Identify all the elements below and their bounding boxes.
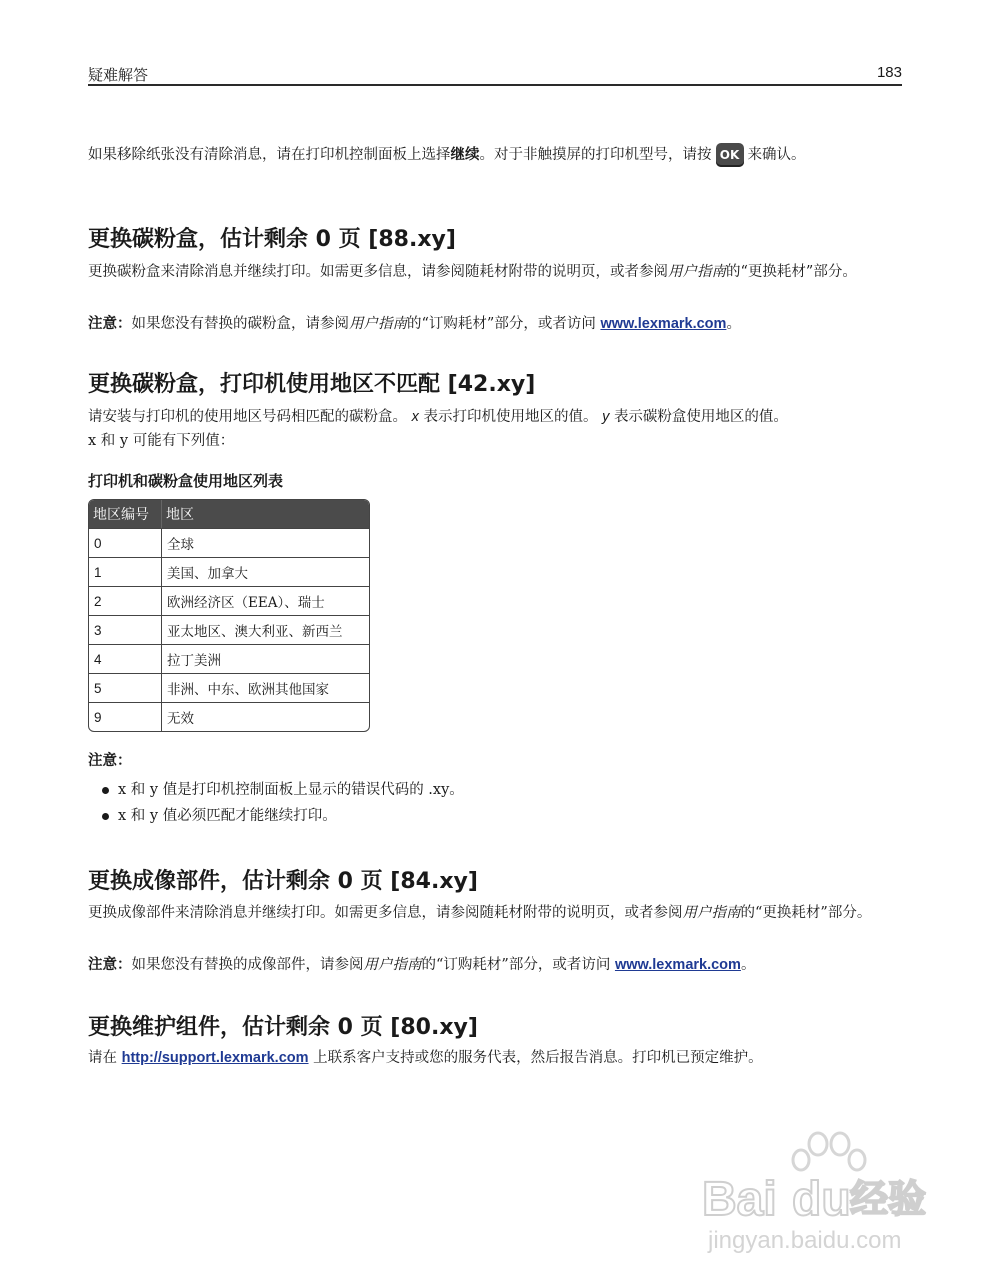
- section-heading-88: 更换碳粉盒，估计剩余 0 页 [88.xy]: [88, 227, 456, 252]
- table-row: [89, 673, 369, 702]
- intro-text-3: 来确认。: [747, 147, 806, 163]
- intro-paragraph: [88, 143, 902, 167]
- paw-icon: [793, 1133, 865, 1170]
- user-guide-ref: 用户指南: [682, 905, 741, 921]
- section-title: 疑难解答: [88, 66, 149, 84]
- region-code: 9: [89, 702, 162, 731]
- continue-keyword: 继续: [450, 147, 480, 163]
- note-text: 如果您没有替换的碳粉盒，请参阅: [131, 316, 349, 332]
- section-80-body: [88, 1046, 902, 1070]
- section-84-note: [88, 953, 902, 977]
- body-text-2: 的“更换耗材”部分。: [740, 905, 872, 921]
- region-name: 拉丁美洲: [162, 644, 369, 673]
- region-name: 美国、加拿大: [162, 557, 369, 586]
- body-text-2: 上联系客户支持或您的服务代表，然后报告消息。打印机已预定维护。: [308, 1050, 763, 1066]
- note-text: 如果您没有替换的成像部件，请参阅: [131, 957, 364, 973]
- table-header-row: [89, 500, 369, 528]
- user-guide-ref: 用户指南: [349, 316, 407, 332]
- region-code: 0: [89, 528, 162, 557]
- region-name: 全球: [162, 528, 369, 557]
- body-text-3: 表示碳粉盒使用地区的值。: [613, 409, 788, 425]
- section-heading-42: 更换碳粉盒，打印机使用地区不匹配 [42.xy]: [88, 372, 536, 397]
- list-item: x 和 y 值必须匹配才能继续打印。: [100, 804, 464, 830]
- section-42-body: [88, 405, 902, 453]
- section-heading-84: 更换成像部件，估计剩余 0 页 [84.xy]: [88, 869, 478, 894]
- section-heading-80: 更换维护组件，估计剩余 0 页 [80.xy]: [88, 1015, 478, 1040]
- note-end: 。: [740, 957, 756, 973]
- watermark-du: du: [792, 1173, 851, 1226]
- ok-button-icon: OK: [716, 143, 744, 167]
- watermark-url: jingyan.baidu.com: [708, 1227, 902, 1254]
- region-name: 欧洲经济区（EEA）、瑞士: [162, 586, 369, 615]
- note-end: 。: [726, 316, 741, 332]
- section-84-body: [88, 901, 902, 925]
- watermark-jingyan: 经验: [850, 1177, 927, 1221]
- section-88-body: [88, 260, 902, 284]
- region-table: [88, 499, 370, 732]
- column-header: 地区: [162, 500, 369, 528]
- region-name: 非洲、中东、欧洲其他国家: [162, 673, 369, 702]
- section-88-note: [88, 312, 902, 336]
- body-text-4: x 和 y 可能有下列值：: [88, 433, 235, 449]
- region-code: 3: [89, 615, 162, 644]
- region-name: 无效: [162, 702, 369, 731]
- intro-text: 如果移除纸张没有清除消息，请在打印机控制面板上选择: [88, 147, 451, 163]
- body-text-2: 的“更换耗材”部分。: [726, 264, 857, 280]
- lexmark-link[interactable]: www.lexmark.com: [614, 957, 741, 973]
- region-code: 5: [89, 673, 162, 702]
- support-link[interactable]: http://support.lexmark.com: [121, 1050, 309, 1066]
- list-item: x 和 y 值是打印机控制面板上显示的错误代码的 .xy。: [100, 778, 464, 804]
- notes-label: 注意：: [88, 753, 132, 769]
- lexmark-link[interactable]: www.lexmark.com: [600, 316, 727, 332]
- table-caption: 打印机和碳粉盒使用地区列表: [88, 472, 284, 490]
- watermark-bai: Bai: [702, 1173, 777, 1226]
- note-label: 注意：: [88, 316, 132, 332]
- table-row: [89, 644, 369, 673]
- body-text-2: 表示打印机使用地区的值。: [423, 409, 598, 425]
- page-number: 183: [876, 64, 902, 81]
- body-text: 请在: [88, 1050, 122, 1066]
- region-code: 2: [89, 586, 162, 615]
- table-row: [89, 702, 369, 731]
- column-header: 地区编号: [89, 500, 162, 528]
- page-header: [88, 62, 902, 86]
- table-row: [89, 528, 369, 557]
- y-variable: y: [602, 409, 610, 425]
- user-guide-ref: 用户指南: [363, 957, 422, 973]
- intro-text-2: 。对于非触摸屏的打印机型号，请按: [479, 147, 712, 163]
- region-code: 1: [89, 557, 162, 586]
- note-text-2: 的“订购耗材”部分，或者访问: [407, 316, 601, 332]
- table-row: [89, 586, 369, 615]
- region-code: 4: [89, 644, 162, 673]
- note-label: 注意：: [88, 957, 132, 973]
- x-variable: x: [411, 409, 419, 425]
- body-text: 更换成像部件来清除消息并继续打印。如需更多信息，请参阅随耗材附带的说明页，或者参阅: [88, 905, 683, 921]
- notes-list: [100, 778, 464, 830]
- table-row: [89, 557, 369, 586]
- region-name: 亚太地区、澳大利亚、新西兰: [162, 615, 369, 644]
- body-text: 更换碳粉盒来清除消息并继续打印。如需更多信息，请参阅随耗材附带的说明页，或者参阅: [88, 264, 668, 280]
- body-text: 请安装与打印机的使用地区号码相匹配的碳粉盒。: [88, 409, 407, 425]
- table-row: [89, 615, 369, 644]
- baidu-jingyan-watermark: [700, 1130, 960, 1260]
- user-guide-ref: 用户指南: [668, 264, 726, 280]
- note-text-2: 的“订购耗材”部分，或者访问: [421, 957, 615, 973]
